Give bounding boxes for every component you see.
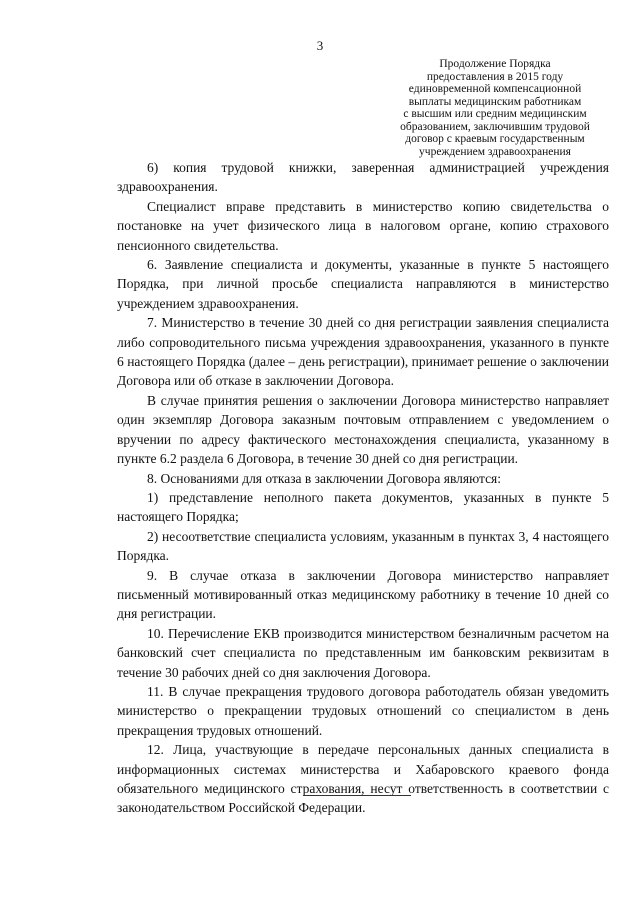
paragraph-8-item-2: 2) несоответствие специалиста условиям, указанным в пунктах 3, 4 настоящего Порядка. — [117, 528, 609, 564]
end-divider — [303, 795, 411, 796]
document-body — [117, 158, 609, 818]
paragraph-11: 11. В случае прекращения трудового договора работодатель обязан уведомить министерство о прекращении трудовых отношений со специалистом в день прекращения трудовых отношений. — [117, 683, 609, 738]
header-line: предоставления в 2015 году — [426, 70, 564, 83]
paragraph-9: 9. В случае отказа в заключении Договора министерство направляет письменный мотивированный отказ медицинскому работнику в течение 10 дней со дня регистрации. — [117, 567, 609, 622]
header-line: единовременной компенсационной — [408, 83, 582, 95]
document-header — [390, 58, 600, 158]
header-line: учреждением здравоохранения — [419, 145, 571, 158]
paragraph-8: 8. Основаниями для отказа в заключении Договора являются: — [147, 470, 502, 486]
paragraph-7-decision: В случае принятия решения о заключении Договора министерство направляет один экземпляр Договора заказным почтовым отправлением с уведомлением о вручении по адресу фактического местонахождения специалиста, указанному в пункте 6.2 раздела 6 Договора, в течение 30 дней со дня регистрации. — [117, 392, 609, 467]
paragraph-specialist-right: Специалист вправе представить в министерство копию свидетельства о постановке на учет физического лица в налоговом органе, копию страхового пенсионного свидетельства. — [117, 198, 609, 253]
paragraph-item-6: 6) копия трудовой книжки, заверенная администрацией учреждения здравоохранения. — [117, 160, 609, 195]
page-number: 3 — [316, 38, 324, 53]
header-line: выплаты медицинским работникам — [408, 95, 582, 108]
paragraph-7: 7. Министерство в течение 30 дней со дня регистрации заявления специалиста либо сопроводительного письма учреждения здравоохранения, указанного в пункте 6 настоящего Порядка (далее – день регистрации), принимает решение о заключении Договора или об отказе в заключении Договора. — [117, 315, 609, 389]
header-line: с высшим или средним медицинским — [403, 108, 587, 120]
paragraph-12: 12. Лица, участвующие в передаче персональных данных специалиста в информационных системах министерства и Хабаровского краевого фонда обязательного медицинского страхования, несут ответственность в соответствии с законодательством Российской Федерации. — [117, 742, 609, 816]
header-line: образованием, заключившим трудовой — [400, 120, 590, 133]
paragraph-6: 6. Заявление специалиста и документы, указанные в пункте 5 настоящего Порядка, при личной просьбе специалиста направляются в министерство учреждением здравоохранения. — [117, 257, 609, 311]
paragraph-8-item-1: 1) представление неполного пакета документов, указанных в пункте 5 настоящего Порядка; — [117, 489, 609, 525]
header-line: Продолжение Порядка — [439, 58, 551, 70]
paragraph-10: 10. Перечисление ЕКВ производится министерством безналичным расчетом на банковский счет специалиста по представленным им банковским реквизитам в течение 30 рабочих дней со дня заключения Договора. — [117, 625, 609, 680]
header-line: договор с краевым государственным — [405, 133, 585, 145]
